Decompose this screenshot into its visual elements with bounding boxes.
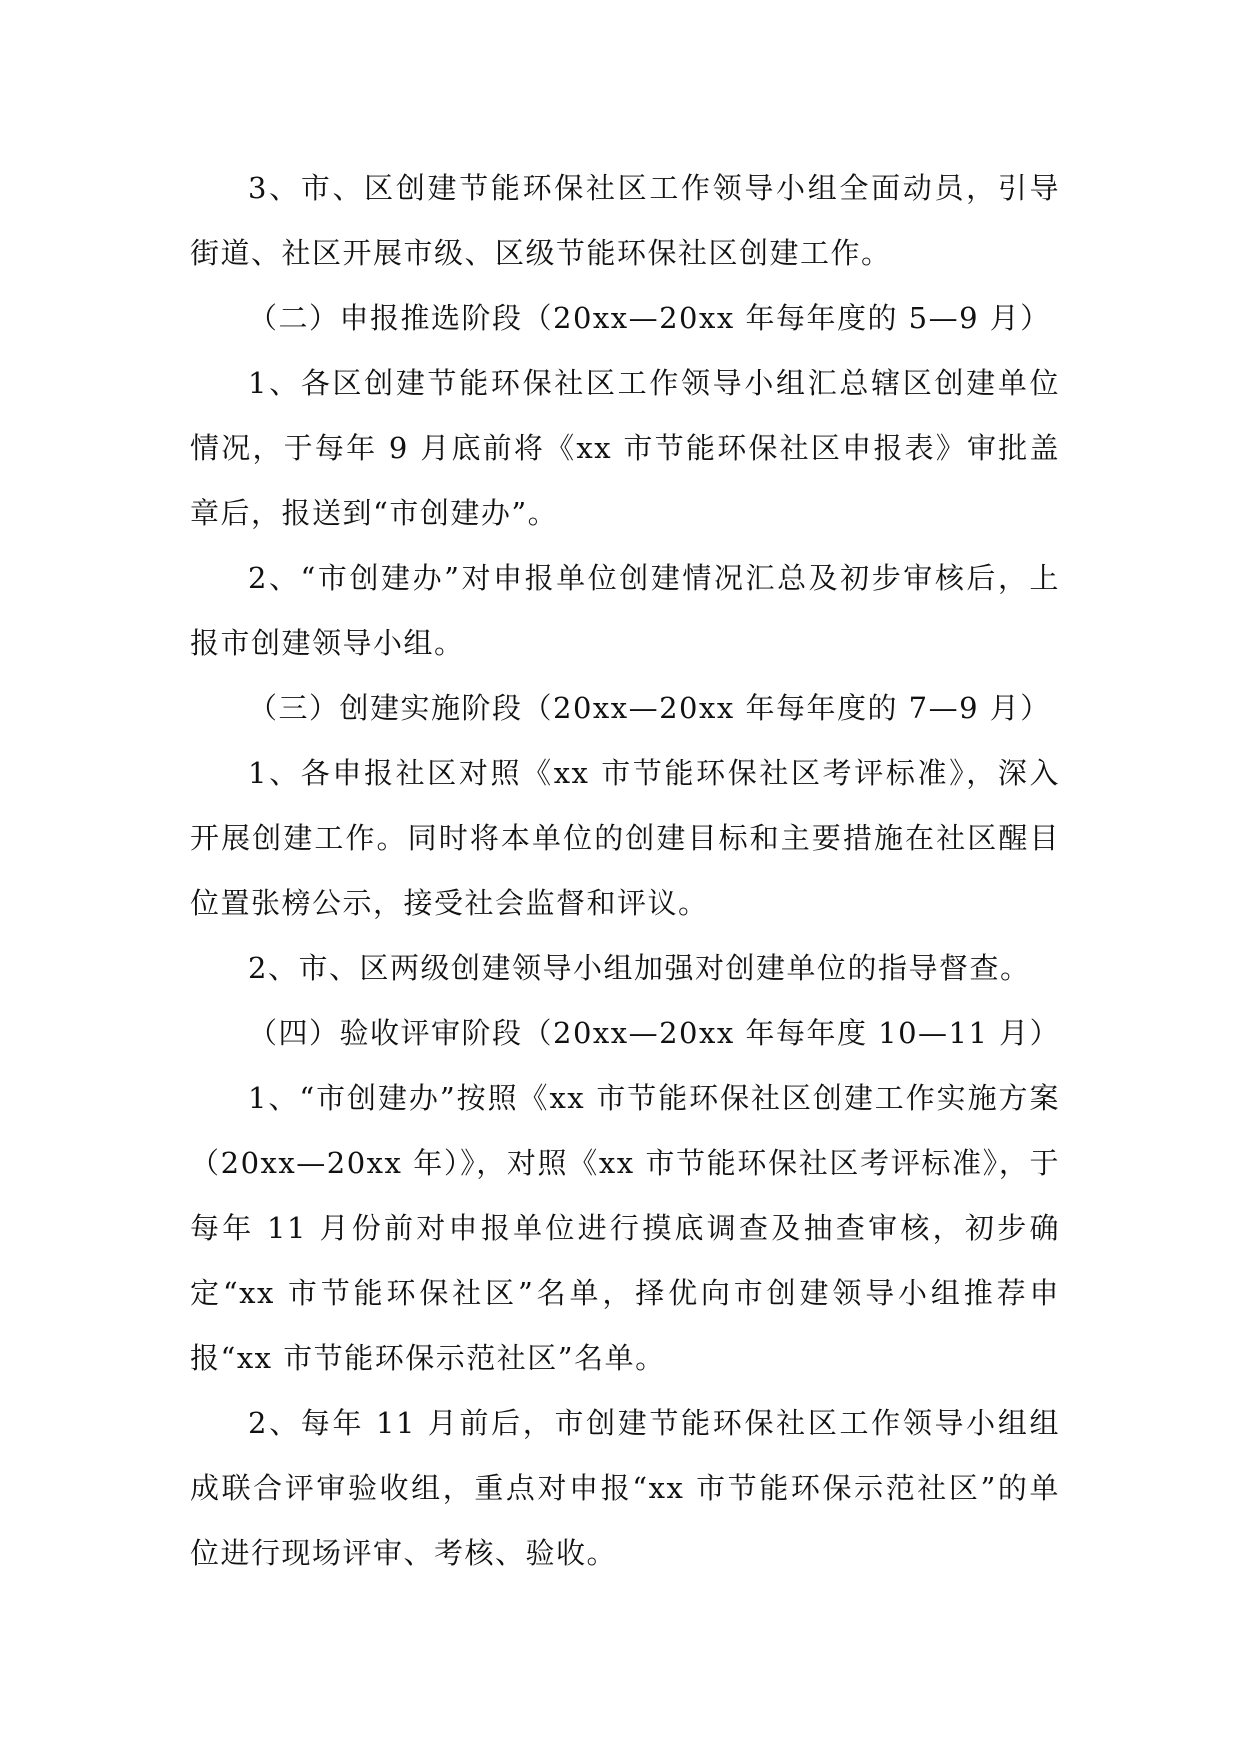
document-body (190, 156, 1060, 1586)
section-heading-application: （二）申报推选阶段（20xx—20xx 年每年度的 5—9 月） (248, 301, 1051, 335)
paragraph-application-1: 1、各区创建节能环保社区工作领导小组汇总辖区创建单位情况，于每年 9 月底前将《xx 市节能环保社区申报表》审批盖章后，报送到“市创建办”。 (190, 366, 1060, 530)
paragraph-mobilization: 3、市、区创建节能环保社区工作领导小组全面动员，引导街道、社区开展市级、区级节能环保社区创建工作。 (190, 171, 1060, 270)
paragraph-acceptance-1: 1、“市创建办”按照《xx 市节能环保社区创建工作实施方案（20xx—20xx 年）》，对照《xx 市节能环保社区考评标准》，于每年 11 月份前对申报单位进行摸底调查及抽查审核，初步确定“xx 市节能环保社区”名单，择优向市创建领导小组推荐申报“xx 市节能环保示范社区”名单。 (190, 1081, 1060, 1375)
paragraph-implementation-2: 2、市、区两级创建领导小组加强对创建单位的指导督查。 (248, 951, 1031, 985)
paragraph-application-2: 2、“市创建办”对申报单位创建情况汇总及初步审核后，上报市创建领导小组。 (190, 561, 1060, 660)
paragraph-acceptance-2: 2、每年 11 月前后，市创建节能环保社区工作领导小组组成联合评审验收组，重点对申报“xx 市节能环保示范社区”的单位进行现场评审、考核、验收。 (190, 1406, 1060, 1570)
section-heading-acceptance: （四）验收评审阶段（20xx—20xx 年每年度 10—11 月） (248, 1016, 1061, 1050)
section-heading-implementation: （三）创建实施阶段（20xx—20xx 年每年度的 7—9 月） (248, 691, 1051, 725)
paragraph-implementation-1: 1、各申报社区对照《xx 市节能环保社区考评标准》，深入开展创建工作。同时将本单位的创建目标和主要措施在社区醒目位置张榜公示，接受社会监督和评议。 (190, 756, 1060, 920)
